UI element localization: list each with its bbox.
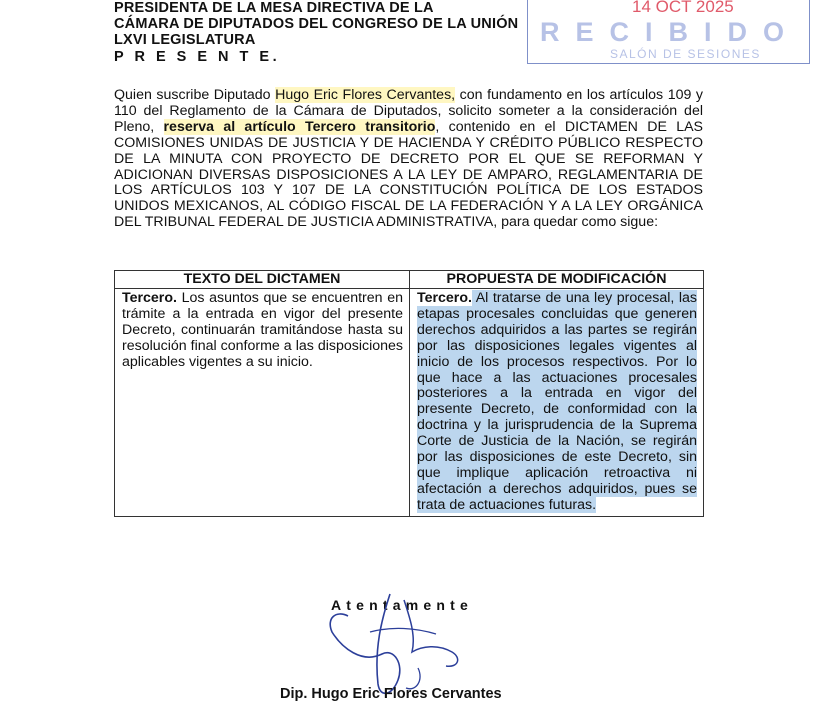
- table-row: [115, 289, 704, 517]
- intro-paragraph: [114, 88, 703, 231]
- received-stamp: [527, 0, 810, 64]
- table-header-row: [115, 271, 704, 289]
- intro-part-1: Quien suscribe Diputado: [114, 87, 276, 103]
- propuesta-text: Al tratarse de una ley procesal, las etapas procesales concluidas que generen derechos adquiridos a las partes se regirán por las disposiciones legales vigentes al inicio de los procesos respectivos. Por lo que hace a las actuaciones procesales posteriores a la entrada en vigor del presente Decreto, de conformidad con la doctrina y la jurisprudencia de la Suprema Corte de Justicia de la Nación, se regirán por las disposiciones de este Decreto, sin que implique aplicación retroactiva ni afectación a derechos adquiridos, pues se trata de actuaciones futuras.: [417, 290, 697, 513]
- addressee-line-1: PRESIDENTA DE LA MESA DIRECTIVA DE LA: [114, 0, 434, 16]
- col-header-dictamen: TEXTO DEL DICTAMEN: [115, 271, 410, 289]
- propuesta-article-label: Tercero.: [417, 290, 472, 306]
- stamp-date: 14 OCT 2025: [632, 0, 734, 16]
- stamp-subtitle: SALÓN DE SESIONES: [610, 47, 761, 61]
- addressee-line-3: LXVI LEGISLATURA: [114, 32, 256, 48]
- dictamen-cell: [115, 289, 410, 517]
- deputy-name-highlight: Hugo Eric Flores Cervantes,: [275, 87, 456, 103]
- dictamen-text: Los asuntos que se encuentren en trámite a la entrada en vigor del presente Decreto, continuarán tramitándose hasta su resolución final conforme a las disposiciones aplicables vigentes a su inicio.: [122, 290, 403, 370]
- reserve-article-bold: reserva al artículo Tercero transitorio: [163, 118, 436, 135]
- dictamen-article-label: Tercero.: [122, 290, 177, 306]
- addressee-block: [114, 0, 534, 65]
- stamp-word: RECIBIDO: [540, 17, 801, 47]
- col-header-propuesta: PROPUESTA DE MODIFICACIÓN: [410, 271, 704, 289]
- closing-atentamente: Atentamente: [331, 597, 473, 613]
- propuesta-cell: [410, 289, 704, 517]
- intro-part-2: con fundamento en los artículos 109 y 110 del Reglamento de la Cámara de Diputados, solicito someter a la consideración del Pleno,: [114, 87, 704, 135]
- intro-part-3: , contenido en el DICTAMEN DE LAS COMISIONES UNIDAS DE JUSTICIA Y DE HACIENDA Y CRÉDITO PÚBLICO RESPECTO DE LA MINUTA CON PROYECTO DE DECRETO POR EL QUE SE REFORMAN Y ADICIONAN DIVERSAS DISPOSICIONES A LA LEY DE AMPARO, REGLAMENTARIA DE LOS ARTÍCULOS 103 Y 107 DE LA CONSTITUCIÓN POLÍTICA DE LOS ESTADOS UNIDOS MEXICANOS, AL CÓDIGO FISCAL DE LA FEDERACIÓN Y A LA LEY ORGÁNICA DEL TRIBUNAL FEDERAL DE JUSTICIA ADMINISTRATIVA, para quedar como sigue:: [114, 118, 704, 231]
- presente-line: P R E S E N T E.: [114, 49, 281, 65]
- comparison-table: [114, 270, 704, 517]
- signer-name: Dip. Hugo Eric Flores Cervantes: [280, 686, 502, 702]
- addressee-line-2: CÁMARA DE DIPUTADOS DEL CONGRESO DE LA UNIÓN: [114, 16, 519, 32]
